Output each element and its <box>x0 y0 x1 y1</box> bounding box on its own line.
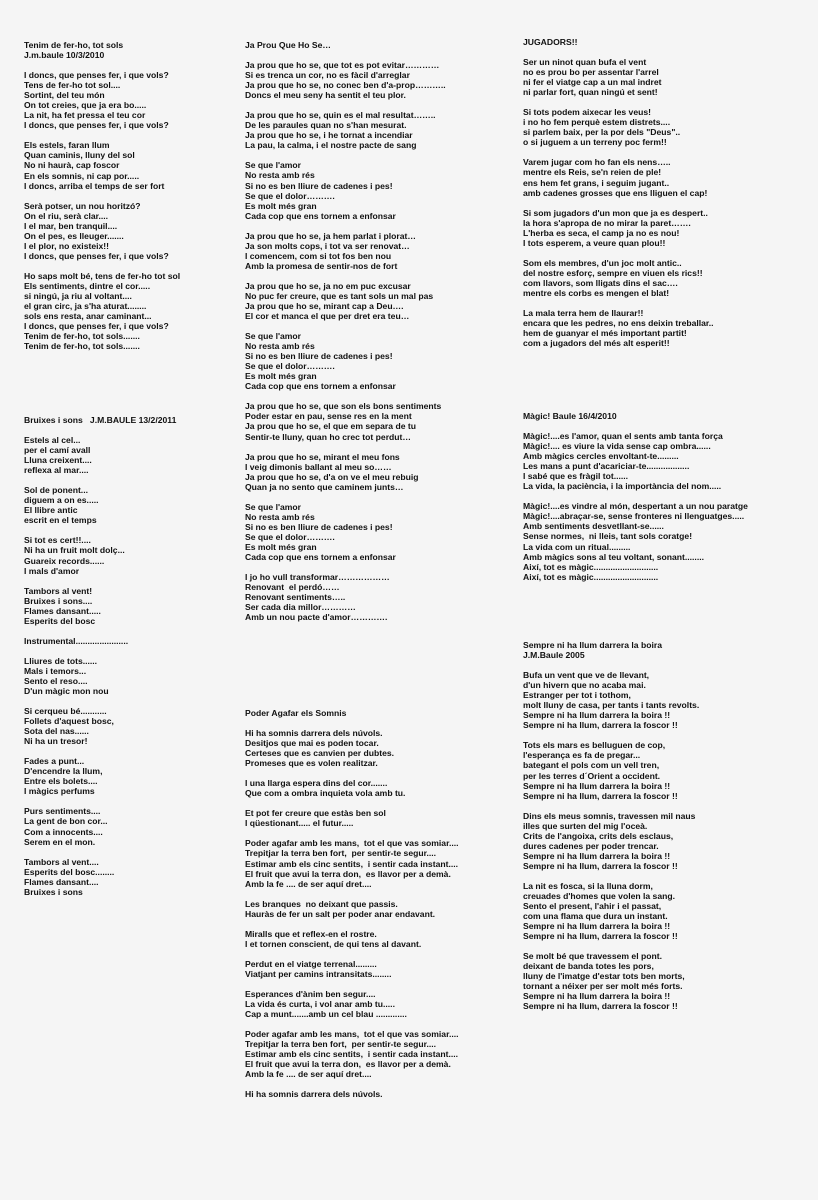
stanza <box>245 60 446 100</box>
verse-line: Serà potser, un nou horitzó? <box>24 200 141 211</box>
stanza <box>523 431 748 491</box>
stanza <box>523 881 699 941</box>
verse-line: creuades d'homes que volen la sang. <box>523 890 676 901</box>
stanza <box>24 485 176 525</box>
stanza <box>523 57 714 97</box>
verse-line: I doncs, que penses fer, i que vols? <box>24 250 169 261</box>
verse-line: Ja prou que ho se, no conec ben d'a-prop……….. <box>245 80 446 91</box>
verse-line: El fruit que avui la terra don, es llavor per a demà. <box>245 868 451 879</box>
poem-jugadors <box>523 37 714 358</box>
verse-line: mentre els Reis, se'n reien de ple! <box>523 167 662 178</box>
verse-line: no es prou bo per assentar l'arrel <box>523 67 659 78</box>
verse-line: Se que el dolor………. <box>245 531 335 542</box>
verse-line: i no ho fem perquè estem distrets.... <box>523 117 671 128</box>
verse-line: D'encendre la llum, <box>24 766 103 777</box>
verse-line: El fruit que avui la terra don, es llavor per a demà. <box>245 1059 451 1070</box>
verse-line: d'un hivern que no acaba mai. <box>523 680 646 691</box>
verse-line: Entre els bolets.... <box>24 776 98 787</box>
verse-line: Quan ja no sento que caminem junts… <box>245 481 404 492</box>
verse-line: Tots els mars es belluguen de cop, <box>523 740 666 751</box>
stanza <box>24 857 176 897</box>
poem-bruixes-i-sons <box>24 415 176 907</box>
verse-line: deixant de banda totes les pors, <box>523 961 654 972</box>
verse-line: Màgic!.... es viure la vida sense cap ombra...... <box>523 441 711 452</box>
verse-line: Si cerqueu bé........... <box>24 706 107 717</box>
verse-line: Desitjos que mai es poden tocar. <box>245 738 379 749</box>
verse-line: per el camí avall <box>24 445 91 456</box>
verse-line: Dins els meus somnis, travessen mil naus <box>523 810 696 821</box>
verse-line: I doncs, que penses fer, i que vols? <box>24 321 169 332</box>
stanza <box>245 401 446 441</box>
verse-line: Si som jugadors d'un mon que ja es despert.. <box>523 207 708 218</box>
verse-line: Sense normes, ni lleis, tant sols coratge! <box>523 531 693 542</box>
stanza <box>245 808 459 828</box>
verse-line: Els sentiments, dintre el cor..... <box>24 280 151 291</box>
verse-line: Certeses que es canvien per dubtes. <box>245 748 395 759</box>
verse-line: Lluna creixent.... <box>24 455 92 466</box>
verse-line: Se que l'amor <box>245 331 302 342</box>
verse-line: No ni haurà, cap foscor <box>24 160 120 171</box>
verse-line: No resta amb rés <box>245 511 315 522</box>
verse-line: I et tornen conscient, de qui tens al davant. <box>245 938 422 949</box>
verse-line: Si es trenca un cor, no es fàcil d'arreglar <box>245 70 410 81</box>
verse-line: Ja prou que ho se, d'a on ve el meu rebuig <box>245 471 419 482</box>
verse-line: Cada cop que ens tornem a enfonsar <box>245 381 396 392</box>
verse-line: Ja prou que ho se, i he tornat a incendiar <box>245 130 413 141</box>
verse-line: hem de guanyar el més important partit! <box>523 328 687 339</box>
verse-line: Sempre ni ha llum darrera la boira !! <box>523 850 671 861</box>
verse-line: Sortint, del teu món <box>24 90 105 101</box>
verse-line: Renovant el perdó…… <box>245 582 340 593</box>
verse-line: El cor et manca el que per dret era teu… <box>245 311 410 322</box>
verse-line: Ja son molts cops, i tot va ser renovat… <box>245 240 410 251</box>
verse-line: Follets d'aquest bosc, <box>24 716 114 727</box>
verse-line: Si no es ben lliure de cadenes i pes! <box>245 351 393 362</box>
verse-line: si parlem baix, per la por dels "Deus".. <box>523 127 681 138</box>
verse-line: dures cadenes per poder trencar. <box>523 840 659 851</box>
verse-line: Màgic!....es l'amor, quan el sents amb tanta força <box>523 431 723 442</box>
verse-line: Cada cop que ens tornem a enfonsar <box>245 210 396 221</box>
verse-line: La vida com un ritual......... <box>523 541 631 552</box>
verse-line: Cada cop que ens tornem a enfonsar <box>245 551 396 562</box>
verse-line: Amb la fe .... de ser aquí dret.... <box>245 878 372 889</box>
poem-title: Tenim de fer-ho, tot sols J.m.baule 10/3/2010 <box>24 40 124 61</box>
stanza <box>24 535 176 575</box>
verse-line: diguem a on es..... <box>24 495 99 506</box>
verse-line: Ja prou que ho se, que tot es pot evitar………… <box>245 60 440 71</box>
verse-line: Ja prou que ho se, que son els bons sentiments <box>245 401 442 412</box>
verse-line: I doncs, que penses fer, i que vols? <box>24 70 169 81</box>
verse-line: Màgic!....abraçar-se, sense fronteres ni llenguatges..... <box>523 511 745 522</box>
stanza <box>523 308 714 348</box>
verse-line: Ja prou que ho se, el que em separa de tu <box>245 421 416 432</box>
verse-line: On el pes, es lleuger....... <box>24 230 124 241</box>
verse-line: Amb la promesa de sentir-nos de fort <box>245 260 398 271</box>
verse-line: Tenim de fer-ho, tot sols....... <box>24 341 140 352</box>
verse-line: Bufa un vent que ve de llevant, <box>523 670 650 681</box>
verse-line: Lliures de tots...... <box>24 655 98 666</box>
verse-line: La nit, ha fet pressa el teu cor <box>24 110 146 121</box>
verse-line: Crits de l'angoixa, crits dels esclaus, <box>523 830 674 841</box>
column-left <box>24 0 254 897</box>
verse-line: Sempre ni ha llum darrera la boira !! <box>523 710 671 721</box>
stanza <box>24 706 176 746</box>
verse-line: Ni ha un tresor! <box>24 736 88 747</box>
verse-line: Esperits del bosc........ <box>24 866 115 877</box>
verse-line: Renovant sentiments….. <box>245 592 346 603</box>
verse-line: Sempre ni ha llum, darrera la foscor !! <box>523 1001 678 1012</box>
verse-line: lluny de l'imatge d'estar tots ben morts, <box>523 971 685 982</box>
verse-line: Amb un nou pacte d'amor…………. <box>245 612 388 623</box>
verse-line: Se que el dolor………. <box>245 361 335 372</box>
verse-line: Tambors al vent.... <box>24 856 99 867</box>
verse-line: La vida, la paciència, i la importància del nom..... <box>523 481 722 492</box>
verse-line: Promeses que es volen realitzar. <box>245 758 378 769</box>
verse-line: I el plor, no existeix!! <box>24 240 110 251</box>
verse-line: En els somnis, ni cap por..... <box>24 170 140 181</box>
verse-line: Que com a ombra inquieta vola amb tu. <box>245 788 406 799</box>
verse-line: Se molt bé que travessem el pont. <box>523 951 662 962</box>
verse-line: sols ens resta, anar caminant... <box>24 311 152 322</box>
verse-line: tornant a néixer per ser molt més forts. <box>523 981 683 992</box>
verse-line: La mala terra hem de llaurar!! <box>523 307 644 318</box>
verse-line: No resta amb rés <box>245 170 315 181</box>
verse-line: Sempre ni ha llum, darrera la foscor !! <box>523 720 678 731</box>
verse-line: La vida és curta, i vol anar amb tu..... <box>245 998 395 1009</box>
verse-line: Sota del nas...... <box>24 726 89 737</box>
verse-line: Hi ha somnis darrera dels núvols. <box>245 728 383 739</box>
verse-line: Els estels, faran llum <box>24 140 110 151</box>
poem-title: Ja Prou Que Ho Se… <box>245 40 331 50</box>
verse-line: La nit es fosca, si la lluna dorm, <box>523 880 653 891</box>
stanza <box>245 929 459 949</box>
verse-line: I jo ho vull transformar……………… <box>245 572 390 583</box>
verse-line: Et pot fer creure que estàs ben sol <box>245 808 386 819</box>
verse-line: Viatjant per camins intransitats........ <box>245 968 392 979</box>
stanza <box>245 959 459 979</box>
verse-line: I una llarga espera dins del cor....... <box>245 778 388 789</box>
stanza <box>245 160 446 220</box>
poem-ja-prou-que-ho-se <box>245 40 446 632</box>
verse-line: si ningú, ja riu al voltant.... <box>24 290 132 301</box>
verse-line: Sento el present, l'ahir i el passat, <box>523 901 662 912</box>
stanza <box>523 208 714 248</box>
stanza <box>245 331 446 391</box>
verse-line: Hi ha somnis darrera dels núvols. <box>245 1089 383 1100</box>
verse-line: I tots esperem, a veure quan plou!! <box>523 237 666 248</box>
poem-title: Poder Agafar els Somnis <box>245 708 347 718</box>
verse-line: Miralls que et reflex-en el rostre. <box>245 928 377 939</box>
verse-line: Amb sentiments desvetllant-se...... <box>523 521 664 532</box>
verse-line: Se que el dolor………. <box>245 190 335 201</box>
verse-line: per les terres d´Orient a occident. <box>523 770 661 781</box>
verse-line: Esperits del bosc <box>24 615 96 626</box>
verse-line: Si no es ben lliure de cadenes i pes! <box>245 180 393 191</box>
verse-line: Hauràs de fer un salt per poder anar endavant. <box>245 908 436 919</box>
poem-sempre-ni-ha-llum <box>523 640 699 1022</box>
verse-line: Purs sentiments.... <box>24 806 101 817</box>
verse-line: I doncs, arriba el temps de ser fort <box>24 180 165 191</box>
verse-line: On tot creies, que ja era bo..... <box>24 100 147 111</box>
verse-line: Sempre ni ha llum, darrera la foscor !! <box>523 790 678 801</box>
poem-title: Sempre ni ha llum darrera la boira J.M.Baule 2005 <box>523 640 662 661</box>
poem-tenim-de-fer-ho <box>24 40 180 361</box>
verse-line: l'esperança es fa de pregar... <box>523 750 641 761</box>
verse-line: Com a innocents.... <box>24 826 103 837</box>
stanza <box>523 501 748 581</box>
stanza <box>523 157 714 197</box>
stanza <box>24 806 176 846</box>
poem-poder-agafar-els-somnis <box>245 708 459 1109</box>
verse-line: Sempre ni ha llum, darrera la foscor !! <box>523 931 678 942</box>
verse-line: molt lluny de casa, per tants i tants revolts. <box>523 700 700 711</box>
verse-line: Poder estar en pau, sense res en la ment <box>245 411 412 422</box>
verse-line: Trepitjar la terra ben fort, per sentir-te segur.... <box>245 848 437 859</box>
stanza <box>245 728 459 768</box>
verse-line: ni fer el viatge cap a un mal indret <box>523 77 662 88</box>
verse-line: Així, tot es màgic........................... <box>523 571 659 582</box>
stanza <box>245 899 459 919</box>
verse-line: la hora s'apropa de no mirar la paret……. <box>523 217 691 228</box>
verse-line: del nostre esforç, sempre en viuen els rics!! <box>523 267 703 278</box>
verse-line: Estranger per tot i tothom, <box>523 690 631 701</box>
verse-line: I comencem, com si tot fos ben nou <box>245 250 392 261</box>
verse-line: el gran circ, ja s'ha aturat........ <box>24 301 147 312</box>
verse-line: ni parlar fort, quan ningú et sent! <box>523 87 658 98</box>
poem-title: Bruixes i sons J.M.BAULE 13/2/2011 <box>24 415 177 425</box>
verse-line: I el mar, ben tranquil.... <box>24 220 118 231</box>
verse-line: com a jugadors del més alt esperit!! <box>523 338 670 349</box>
verse-line: Es molt més gran <box>245 541 317 552</box>
stanza <box>245 989 459 1019</box>
verse-line: Ser un ninot quan bufa el vent <box>523 57 647 68</box>
stanza <box>245 281 446 321</box>
verse-line: Estimar amb els cinc sentits, i sentir cada instant.... <box>245 858 459 869</box>
poem-title: Màgic! Baule 16/4/2010 <box>523 411 617 421</box>
stanza <box>245 1089 459 1099</box>
verse-line: Ja prou que ho se, ja hem parlat i plorat… <box>245 230 416 241</box>
stanza <box>245 572 446 622</box>
verse-line: I mals d'amor <box>24 565 80 576</box>
stanza <box>245 231 446 271</box>
verse-line: Poder agafar amb les mans, tot el que vas somiar.... <box>245 838 459 849</box>
verse-line: bategant el pols com un vell tren, <box>523 760 660 771</box>
verse-line: Varem jugar com ho fan els nens….. <box>523 157 671 168</box>
stanza <box>24 271 180 351</box>
verse-line: Tenim de fer-ho, tot sols....... <box>24 331 140 342</box>
stanza <box>523 811 699 871</box>
verse-line: Cap a munt.......amb un cel blau ............. <box>245 1009 407 1020</box>
verse-line: Estels al cel... <box>24 435 81 446</box>
verse-line: Esperances d'ànim ben segur.... <box>245 988 376 999</box>
stanza <box>523 740 699 800</box>
verse-line: Ser cada dia millor………… <box>245 602 356 613</box>
verse-line: Sempre ni ha llum darrera la boira !! <box>523 780 671 791</box>
verse-line: Sol de ponent... <box>24 485 88 496</box>
verse-line: El llibre antic <box>24 505 78 516</box>
stanza <box>245 778 459 798</box>
verse-line: ens hem fet grans, i seguim jugant.. <box>523 177 670 188</box>
stanza <box>24 636 176 646</box>
verse-line: Tens de fer-ho tot sol.... <box>24 80 121 91</box>
verse-line: Ho saps molt bé, tens de fer-ho tot sol <box>24 270 181 281</box>
verse-line: com una flama que dura un instant. <box>523 911 668 922</box>
verse-line: escrit en el temps <box>24 515 97 526</box>
stanza <box>24 656 176 696</box>
verse-line: Si tots podem aixecar les veus! <box>523 107 652 118</box>
verse-line: Instrumental...................... <box>24 635 129 646</box>
verse-line: D'un màgic mon nou <box>24 685 109 696</box>
verse-line: Poder agafar amb les mans, tot el que vas somiar.... <box>245 1029 459 1040</box>
verse-line: Flames dansant.... <box>24 876 99 887</box>
verse-line: Sento el reso.... <box>24 675 88 686</box>
verse-line: De les paraules quan no s'han mesurat. <box>245 120 407 131</box>
verse-line: Es molt més gran <box>245 371 317 382</box>
verse-line: Se que l'amor <box>245 501 302 512</box>
poem-magic <box>523 411 748 592</box>
stanza <box>24 756 176 796</box>
verse-line: Bruixes i sons <box>24 886 83 897</box>
stanza <box>24 140 180 190</box>
stanza <box>24 586 176 626</box>
stanza <box>24 70 180 130</box>
verse-line: Tambors al vent! <box>24 585 93 596</box>
stanza <box>245 838 459 888</box>
verse-line: Sempre ni ha llum darrera la boira !! <box>523 991 671 1002</box>
verse-line: Ja prou que ho se, quin es el mal resultat…….. <box>245 110 436 121</box>
verse-line: Flames dansant..... <box>24 605 101 616</box>
verse-line: No puc fer creure, que es tant sols un mal pas <box>245 290 434 301</box>
verse-line: Trepitjar la terra ben fort, per sentir-te segur.... <box>245 1039 437 1050</box>
verse-line: Amb la fe .... de ser aquí dret.... <box>245 1069 372 1080</box>
stanza <box>523 258 714 298</box>
verse-line: o si juguem a un terreny poc ferm!! <box>523 137 667 148</box>
stanza <box>245 1029 459 1079</box>
verse-line: Doncs el meu seny ha sentit el teu plor. <box>245 90 406 101</box>
verse-line: I veig dimonis ballant al meu so…… <box>245 461 392 472</box>
verse-line: Ja prou que ho se, mirant el meu fons <box>245 451 400 462</box>
verse-line: I màgics perfums <box>24 786 95 797</box>
verse-line: Amb màgics sons al teu voltant, sonant........ <box>523 551 704 562</box>
stanza <box>523 107 714 147</box>
verse-line: Ni ha un fruit molt dolç... <box>24 545 125 556</box>
verse-line: Fades a punt... <box>24 756 85 767</box>
verse-line: encara que les pedres, no ens deixin treballar.. <box>523 318 714 329</box>
stanza <box>245 452 446 492</box>
verse-line: Guareix records...... <box>24 555 105 566</box>
verse-line: On el riu, serà clar.... <box>24 210 109 221</box>
stanza <box>245 502 446 562</box>
verse-line: Si tot es cert!!.... <box>24 535 91 546</box>
verse-line: reflexa al mar.... <box>24 465 89 476</box>
verse-line: No resta amb rés <box>245 341 315 352</box>
column-right <box>523 0 808 1012</box>
verse-line: Màgic!....es vindre al món, despertant a un nou paratge <box>523 501 748 512</box>
verse-line: Se que l'amor <box>245 160 302 171</box>
verse-line: I sabé que es fràgil tot...... <box>523 471 629 482</box>
verse-line: L'herba es seca, el camp ja no es nou! <box>523 227 680 238</box>
verse-line: Quan caminis, lluny del sol <box>24 150 135 161</box>
verse-line: Sentir-te lluny, quan ho crec tot perdut… <box>245 431 411 442</box>
verse-line: La gent de bon cor... <box>24 816 108 827</box>
stanza <box>523 670 699 730</box>
verse-line: Les mans a punt d'acariciar-te.................. <box>523 461 690 472</box>
verse-line: Estimar amb els cinc sentits, i sentir cada instant.... <box>245 1049 459 1060</box>
column-middle <box>245 0 515 1100</box>
stanza <box>24 435 176 475</box>
verse-line: I doncs, que penses fer, i que vols? <box>24 120 169 131</box>
verse-line: Així, tot es màgic........................... <box>523 561 659 572</box>
verse-line: com llavors, som lligats dins el sac…. <box>523 277 678 288</box>
verse-line: Ja prou que ho se, ja no em puc excusar <box>245 280 411 291</box>
verse-line: amb cadenes grosses que ens lliguen el cap! <box>523 187 708 198</box>
verse-line: I qüestionant..... el futur..... <box>245 818 354 829</box>
verse-line: mentre els corbs es mengen el blat! <box>523 287 670 298</box>
verse-line: Perdut en el viatge terrenal......... <box>245 958 377 969</box>
stanza <box>523 951 699 1011</box>
verse-line: Mals i temors... <box>24 665 87 676</box>
verse-line: Si no es ben lliure de cadenes i pes! <box>245 521 393 532</box>
verse-line: Ja prou que ho se, mirant cap a Deu…. <box>245 300 404 311</box>
verse-line: La pau, la calma, i el nostre pacte de sang <box>245 140 417 151</box>
verse-line: illes que surten del mig l'oceà. <box>523 820 648 831</box>
verse-line: Sempre ni ha llum, darrera la foscor !! <box>523 860 678 871</box>
verse-line: Les branques no deixant que passis. <box>245 898 398 909</box>
verse-line: Sempre ni ha llum darrera la boira !! <box>523 921 671 932</box>
poem-title: JUGADORS!! <box>523 37 578 47</box>
verse-line: Bruixes i sons.... <box>24 595 93 606</box>
stanza <box>245 110 446 150</box>
verse-line: Es molt més gran <box>245 200 317 211</box>
stanza <box>24 201 180 261</box>
verse-line: Serem en el mon. <box>24 836 96 847</box>
verse-line: Amb màgics cercles envoltant-te......... <box>523 451 679 462</box>
verse-line: Som els membres, d'un joc molt antic.. <box>523 257 682 268</box>
